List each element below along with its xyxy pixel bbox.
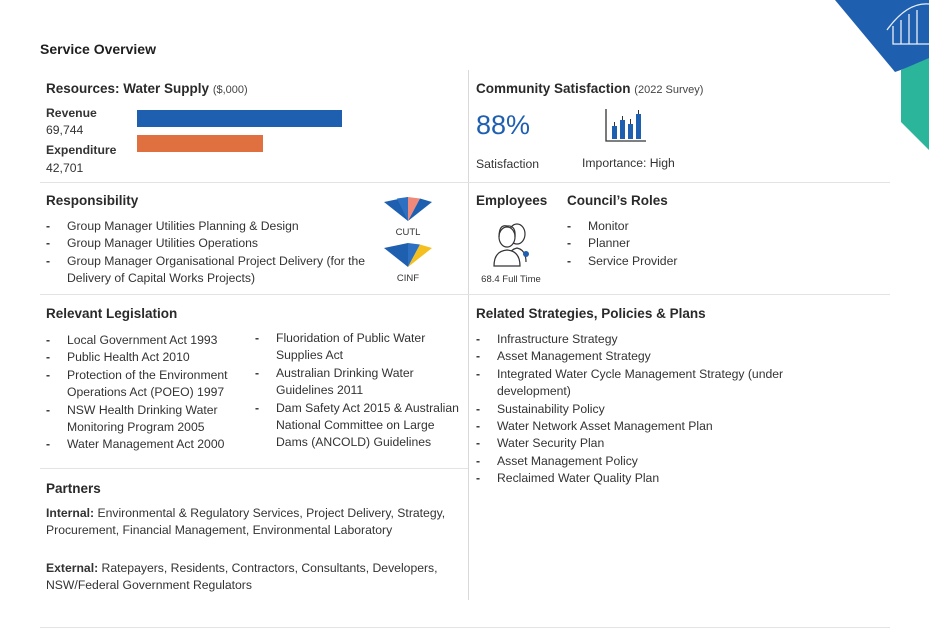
list-item: - Water Security Plan: [476, 435, 826, 452]
list-item: - Sustainability Policy: [476, 401, 826, 418]
list-item: - Group Manager Utilities Planning & Design: [46, 218, 366, 235]
legislation-list-1: [46, 332, 256, 454]
list-item: - Planner: [567, 235, 767, 252]
expenditure-bar: [137, 135, 263, 152]
revenue-value: 69,744: [46, 123, 84, 137]
list-item: - Public Health Act 2010: [46, 349, 256, 366]
importance-label: Importance: High: [582, 156, 675, 170]
expenditure-value: 42,701: [46, 161, 84, 175]
footer-divider: [40, 627, 890, 628]
list-item: - Asset Management Strategy: [476, 348, 826, 365]
list-item: - Protection of the Environment Operations Act (POEO) 1997: [46, 367, 256, 402]
cutl-fan-icon: [383, 197, 433, 223]
bar-chart-icon: [604, 108, 648, 144]
list-item: - Service Provider: [567, 253, 767, 270]
internal-text: Environmental & Regulatory Services, Project Delivery, Strategy, Procurement, Financial Management, Environmental Laboratory: [46, 506, 446, 538]
satisfaction-label: Satisfaction: [476, 157, 540, 171]
partners-external: [46, 560, 461, 595]
cinf-fan-icon: [383, 243, 433, 269]
roles-list: [567, 218, 767, 270]
cinf-badge-label: CINF: [396, 273, 420, 284]
list-item: - Water Management Act 2000: [46, 436, 256, 453]
strategies-heading: Related Strategies, Policies & Plans: [476, 306, 706, 321]
partners-internal: [46, 505, 461, 540]
legislation-heading: Relevant Legislation: [46, 306, 178, 321]
cutl-badge-label: CUTL: [395, 227, 421, 238]
list-item: - Group Manager Organisational Project Delivery (for the Delivery of Capital Works Projects): [46, 253, 366, 288]
responsibility-list: [46, 218, 366, 288]
list-item: - Fluoridation of Public Water Supplies Act: [255, 330, 465, 365]
row-divider-1: [40, 182, 890, 183]
satisfaction-percent: 88%: [476, 110, 531, 140]
roles-heading: Council’s Roles: [567, 193, 668, 208]
list-item: - NSW Health Drinking Water Monitoring Program 2005: [46, 402, 256, 437]
list-item: - Infrastructure Strategy: [476, 331, 826, 348]
internal-label: Internal:: [46, 506, 95, 520]
legislation-list-2: [255, 330, 465, 452]
expenditure-label: Expenditure: [46, 143, 117, 157]
resources-heading: Resources: Water Supply ($,000): [46, 81, 248, 96]
employees-heading: Employees: [476, 193, 548, 208]
satisfaction-heading: Community Satisfaction (2022 Survey): [476, 81, 704, 96]
strategies-list: [476, 331, 826, 488]
list-item: - Group Manager Utilities Operations: [46, 235, 366, 252]
list-item: - Water Network Asset Management Plan: [476, 418, 826, 435]
list-item: - Asset Management Policy: [476, 453, 826, 470]
list-item: - Reclaimed Water Quality Plan: [476, 470, 826, 487]
list-item: - Australian Drinking Water Guidelines 2011: [255, 365, 465, 400]
row-divider-2: [40, 294, 890, 295]
revenue-label: Revenue: [46, 106, 97, 120]
page-title: Service Overview: [40, 41, 156, 57]
list-item: - Local Government Act 1993: [46, 332, 256, 349]
revenue-bar: [137, 110, 342, 127]
external-label: External:: [46, 561, 99, 575]
partners-heading: Partners: [46, 481, 101, 496]
column-divider: [468, 70, 469, 600]
list-item: - Dam Safety Act 2015 & Australian National Committee on Large Dams (ANCOLD) Guidelines: [255, 400, 465, 452]
corner-decoration: [835, 0, 929, 155]
responsibility-heading: Responsibility: [46, 193, 139, 208]
row-divider-3: [40, 468, 468, 469]
external-text: Ratepayers, Residents, Contractors, Consultants, Developers, NSW/Federal Government Regulators: [46, 561, 438, 593]
employees-count: 68.4 Full Time: [481, 274, 541, 285]
employees-icon: [490, 220, 536, 268]
list-item: - Integrated Water Cycle Management Strategy (under development): [476, 366, 826, 401]
list-item: - Monitor: [567, 218, 767, 235]
